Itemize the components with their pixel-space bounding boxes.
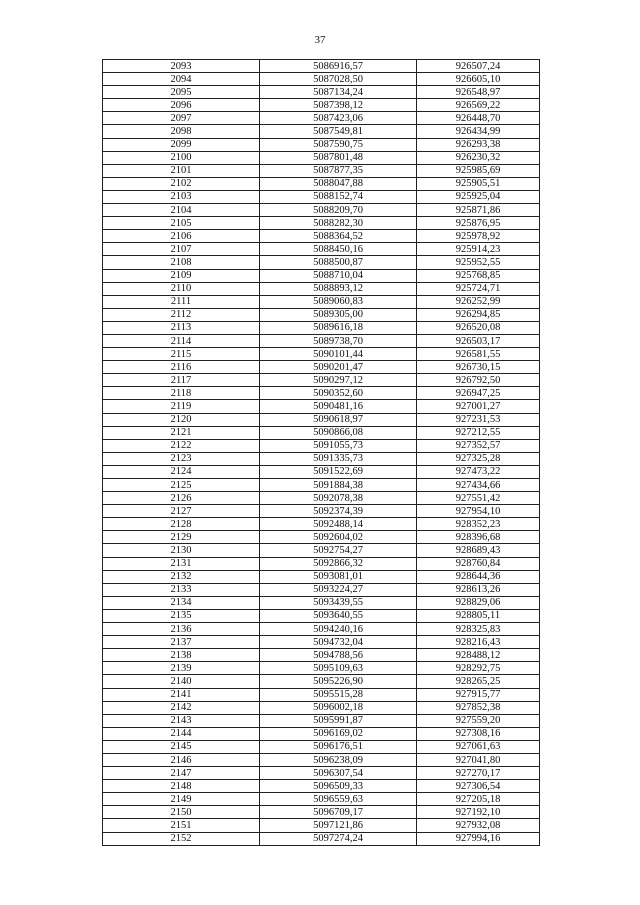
x-coordinate-cell: 5088450,16 [260, 243, 417, 256]
y-coordinate-cell: 928265,25 [417, 675, 540, 688]
table-row [103, 780, 540, 793]
point-number-cell: 2146 [103, 753, 260, 766]
point-number-cell: 2095 [103, 86, 260, 99]
point-number-cell: 2142 [103, 701, 260, 714]
point-number-cell: 2101 [103, 164, 260, 177]
point-number-cell: 2144 [103, 727, 260, 740]
point-number-cell: 2110 [103, 282, 260, 295]
point-number-cell: 2121 [103, 426, 260, 439]
point-number-cell: 2102 [103, 177, 260, 190]
table-row [103, 793, 540, 806]
x-coordinate-cell: 5088364,52 [260, 230, 417, 243]
y-coordinate-cell: 926605,10 [417, 73, 540, 86]
point-number-cell: 2151 [103, 819, 260, 832]
table-row [103, 649, 540, 662]
y-coordinate-cell: 927325,28 [417, 452, 540, 465]
x-coordinate-cell: 5089616,18 [260, 321, 417, 334]
x-coordinate-cell: 5088209,70 [260, 204, 417, 217]
y-coordinate-cell: 927954,10 [417, 505, 540, 518]
y-coordinate-cell: 926548,97 [417, 86, 540, 99]
point-number-cell: 2093 [103, 60, 260, 73]
table-row [103, 387, 540, 400]
point-number-cell: 2105 [103, 217, 260, 230]
y-coordinate-cell: 928644,36 [417, 570, 540, 583]
point-number-cell: 2098 [103, 125, 260, 138]
x-coordinate-cell: 5092374,39 [260, 505, 417, 518]
point-number-cell: 2129 [103, 531, 260, 544]
table-row [103, 727, 540, 740]
table-row [103, 623, 540, 636]
coordinates-table [102, 59, 540, 846]
table-row [103, 361, 540, 374]
table-row [103, 138, 540, 151]
point-number-cell: 2106 [103, 230, 260, 243]
table-row [103, 439, 540, 452]
y-coordinate-cell: 927192,10 [417, 806, 540, 819]
y-coordinate-cell: 926947,25 [417, 387, 540, 400]
point-number-cell: 2122 [103, 439, 260, 452]
y-coordinate-cell: 926520,08 [417, 321, 540, 334]
y-coordinate-cell: 927041,80 [417, 753, 540, 766]
y-coordinate-cell: 928488,12 [417, 649, 540, 662]
x-coordinate-cell: 5087590,75 [260, 138, 417, 151]
y-coordinate-cell: 926294,85 [417, 308, 540, 321]
x-coordinate-cell: 5090352,60 [260, 387, 417, 400]
point-number-cell: 2123 [103, 452, 260, 465]
y-coordinate-cell: 928396,68 [417, 531, 540, 544]
x-coordinate-cell: 5096509,33 [260, 780, 417, 793]
x-coordinate-cell: 5092604,02 [260, 531, 417, 544]
table-row [103, 204, 540, 217]
x-coordinate-cell: 5093439,55 [260, 596, 417, 609]
point-number-cell: 2125 [103, 479, 260, 492]
table-row [103, 334, 540, 347]
point-number-cell: 2143 [103, 714, 260, 727]
x-coordinate-cell: 5092754,27 [260, 544, 417, 557]
y-coordinate-cell: 927308,16 [417, 727, 540, 740]
y-coordinate-cell: 927352,57 [417, 439, 540, 452]
y-coordinate-cell: 926252,99 [417, 295, 540, 308]
point-number-cell: 2109 [103, 269, 260, 282]
point-number-cell: 2094 [103, 73, 260, 86]
page-number: 37 [314, 34, 326, 46]
point-number-cell: 2150 [103, 806, 260, 819]
y-coordinate-cell: 928292,75 [417, 662, 540, 675]
point-number-cell: 2145 [103, 740, 260, 753]
y-coordinate-cell: 928613,26 [417, 583, 540, 596]
x-coordinate-cell: 5093640,55 [260, 609, 417, 622]
table-row [103, 308, 540, 321]
table-row [103, 374, 540, 387]
y-coordinate-cell: 926581,55 [417, 348, 540, 361]
x-coordinate-cell: 5090618,97 [260, 413, 417, 426]
x-coordinate-cell: 5088500,87 [260, 256, 417, 269]
table-row [103, 662, 540, 675]
table-row [103, 701, 540, 714]
point-number-cell: 2097 [103, 112, 260, 125]
table-row [103, 243, 540, 256]
x-coordinate-cell: 5090481,16 [260, 400, 417, 413]
y-coordinate-cell: 926293,38 [417, 138, 540, 151]
point-number-cell: 2132 [103, 570, 260, 583]
y-coordinate-cell: 926230,32 [417, 151, 540, 164]
table-row [103, 321, 540, 334]
table-row [103, 60, 540, 73]
table-row [103, 544, 540, 557]
point-number-cell: 2136 [103, 623, 260, 636]
point-number-cell: 2118 [103, 387, 260, 400]
table-row [103, 583, 540, 596]
y-coordinate-cell: 925876,95 [417, 217, 540, 230]
y-coordinate-cell: 927994,16 [417, 832, 540, 845]
point-number-cell: 2113 [103, 321, 260, 334]
point-number-cell: 2149 [103, 793, 260, 806]
point-number-cell: 2139 [103, 662, 260, 675]
x-coordinate-cell: 5095991,87 [260, 714, 417, 727]
point-number-cell: 2112 [103, 308, 260, 321]
table-row [103, 767, 540, 780]
table-row [103, 832, 540, 845]
table-row [103, 112, 540, 125]
x-coordinate-cell: 5096169,02 [260, 727, 417, 740]
table-row [103, 151, 540, 164]
point-number-cell: 2099 [103, 138, 260, 151]
x-coordinate-cell: 5094788,56 [260, 649, 417, 662]
table-row [103, 492, 540, 505]
y-coordinate-cell: 927915,77 [417, 688, 540, 701]
table-row [103, 557, 540, 570]
point-number-cell: 2130 [103, 544, 260, 557]
y-coordinate-cell: 927852,38 [417, 701, 540, 714]
table-row [103, 164, 540, 177]
point-number-cell: 2147 [103, 767, 260, 780]
table-row [103, 596, 540, 609]
table-row [103, 452, 540, 465]
x-coordinate-cell: 5096238,09 [260, 753, 417, 766]
x-coordinate-cell: 5093081,01 [260, 570, 417, 583]
table-row [103, 636, 540, 649]
y-coordinate-cell: 927559,20 [417, 714, 540, 727]
table-row [103, 348, 540, 361]
x-coordinate-cell: 5087423,06 [260, 112, 417, 125]
y-coordinate-cell: 927231,53 [417, 413, 540, 426]
y-coordinate-cell: 928829,06 [417, 596, 540, 609]
y-coordinate-cell: 926507,24 [417, 60, 540, 73]
y-coordinate-cell: 928325,83 [417, 623, 540, 636]
x-coordinate-cell: 5096002,18 [260, 701, 417, 714]
coordinates-table-body [103, 60, 540, 846]
x-coordinate-cell: 5097274,24 [260, 832, 417, 845]
y-coordinate-cell: 928352,23 [417, 518, 540, 531]
x-coordinate-cell: 5089060,83 [260, 295, 417, 308]
table-row [103, 256, 540, 269]
point-number-cell: 2134 [103, 596, 260, 609]
table-row [103, 73, 540, 86]
x-coordinate-cell: 5091055,73 [260, 439, 417, 452]
x-coordinate-cell: 5089305,00 [260, 308, 417, 321]
y-coordinate-cell: 927061,63 [417, 740, 540, 753]
y-coordinate-cell: 926792,50 [417, 374, 540, 387]
x-coordinate-cell: 5087877,35 [260, 164, 417, 177]
x-coordinate-cell: 5091335,73 [260, 452, 417, 465]
y-coordinate-cell: 925925,04 [417, 190, 540, 203]
point-number-cell: 2131 [103, 557, 260, 570]
x-coordinate-cell: 5087028,50 [260, 73, 417, 86]
x-coordinate-cell: 5095515,28 [260, 688, 417, 701]
table-row [103, 413, 540, 426]
x-coordinate-cell: 5094732,04 [260, 636, 417, 649]
table-row [103, 190, 540, 203]
y-coordinate-cell: 926503,17 [417, 334, 540, 347]
y-coordinate-cell: 926569,22 [417, 99, 540, 112]
x-coordinate-cell: 5090101,44 [260, 348, 417, 361]
x-coordinate-cell: 5090866,08 [260, 426, 417, 439]
table-row [103, 99, 540, 112]
y-coordinate-cell: 926448,70 [417, 112, 540, 125]
y-coordinate-cell: 927434,66 [417, 479, 540, 492]
x-coordinate-cell: 5087801,48 [260, 151, 417, 164]
y-coordinate-cell: 927001,27 [417, 400, 540, 413]
table-row [103, 609, 540, 622]
x-coordinate-cell: 5087134,24 [260, 86, 417, 99]
x-coordinate-cell: 5096307,54 [260, 767, 417, 780]
y-coordinate-cell: 928805,11 [417, 609, 540, 622]
x-coordinate-cell: 5095226,90 [260, 675, 417, 688]
table-row [103, 531, 540, 544]
point-number-cell: 2148 [103, 780, 260, 793]
y-coordinate-cell: 925871,86 [417, 204, 540, 217]
y-coordinate-cell: 925914,23 [417, 243, 540, 256]
table-row [103, 819, 540, 832]
point-number-cell: 2103 [103, 190, 260, 203]
point-number-cell: 2152 [103, 832, 260, 845]
table-row [103, 426, 540, 439]
y-coordinate-cell: 925985,69 [417, 164, 540, 177]
y-coordinate-cell: 925978,92 [417, 230, 540, 243]
point-number-cell: 2104 [103, 204, 260, 217]
point-number-cell: 2135 [103, 609, 260, 622]
x-coordinate-cell: 5096559,63 [260, 793, 417, 806]
point-number-cell: 2107 [103, 243, 260, 256]
table-row [103, 86, 540, 99]
table-row [103, 269, 540, 282]
x-coordinate-cell: 5096709,17 [260, 806, 417, 819]
y-coordinate-cell: 928216,43 [417, 636, 540, 649]
table-row [103, 688, 540, 701]
x-coordinate-cell: 5086916,57 [260, 60, 417, 73]
point-number-cell: 2116 [103, 361, 260, 374]
table-row [103, 675, 540, 688]
y-coordinate-cell: 925905,51 [417, 177, 540, 190]
y-coordinate-cell: 925952,55 [417, 256, 540, 269]
y-coordinate-cell: 927212,55 [417, 426, 540, 439]
y-coordinate-cell: 925724,71 [417, 282, 540, 295]
y-coordinate-cell: 925768,85 [417, 269, 540, 282]
y-coordinate-cell: 928689,43 [417, 544, 540, 557]
point-number-cell: 2126 [103, 492, 260, 505]
x-coordinate-cell: 5088710,04 [260, 269, 417, 282]
point-number-cell: 2115 [103, 348, 260, 361]
point-number-cell: 2108 [103, 256, 260, 269]
y-coordinate-cell: 927270,17 [417, 767, 540, 780]
x-coordinate-cell: 5088282,30 [260, 217, 417, 230]
point-number-cell: 2120 [103, 413, 260, 426]
y-coordinate-cell: 927306,54 [417, 780, 540, 793]
point-number-cell: 2114 [103, 334, 260, 347]
x-coordinate-cell: 5088047,88 [260, 177, 417, 190]
x-coordinate-cell: 5093224,27 [260, 583, 417, 596]
y-coordinate-cell: 927205,18 [417, 793, 540, 806]
table-row [103, 570, 540, 583]
point-number-cell: 2119 [103, 400, 260, 413]
table-row [103, 125, 540, 138]
table-row [103, 753, 540, 766]
x-coordinate-cell: 5090297,12 [260, 374, 417, 387]
x-coordinate-cell: 5089738,70 [260, 334, 417, 347]
x-coordinate-cell: 5091522,69 [260, 465, 417, 478]
x-coordinate-cell: 5092488,14 [260, 518, 417, 531]
x-coordinate-cell: 5094240,16 [260, 623, 417, 636]
point-number-cell: 2128 [103, 518, 260, 531]
x-coordinate-cell: 5087398,12 [260, 99, 417, 112]
table-row [103, 518, 540, 531]
table-row [103, 740, 540, 753]
x-coordinate-cell: 5092078,38 [260, 492, 417, 505]
point-number-cell: 2141 [103, 688, 260, 701]
x-coordinate-cell: 5088152,74 [260, 190, 417, 203]
y-coordinate-cell: 926730,15 [417, 361, 540, 374]
y-coordinate-cell: 927551,42 [417, 492, 540, 505]
x-coordinate-cell: 5088893,12 [260, 282, 417, 295]
y-coordinate-cell: 927932,08 [417, 819, 540, 832]
x-coordinate-cell: 5097121,86 [260, 819, 417, 832]
x-coordinate-cell: 5095109,63 [260, 662, 417, 675]
y-coordinate-cell: 927473,22 [417, 465, 540, 478]
table-row [103, 479, 540, 492]
point-number-cell: 2100 [103, 151, 260, 164]
point-number-cell: 2137 [103, 636, 260, 649]
table-row [103, 400, 540, 413]
table-row [103, 282, 540, 295]
x-coordinate-cell: 5087549,81 [260, 125, 417, 138]
point-number-cell: 2096 [103, 99, 260, 112]
table-row [103, 714, 540, 727]
table-row [103, 177, 540, 190]
table-row [103, 505, 540, 518]
x-coordinate-cell: 5090201,47 [260, 361, 417, 374]
table-row [103, 806, 540, 819]
table-row [103, 465, 540, 478]
x-coordinate-cell: 5091884,38 [260, 479, 417, 492]
point-number-cell: 2140 [103, 675, 260, 688]
x-coordinate-cell: 5096176,51 [260, 740, 417, 753]
table-row [103, 295, 540, 308]
point-number-cell: 2133 [103, 583, 260, 596]
point-number-cell: 2124 [103, 465, 260, 478]
point-number-cell: 2117 [103, 374, 260, 387]
table-row [103, 217, 540, 230]
table-row [103, 230, 540, 243]
y-coordinate-cell: 928760,84 [417, 557, 540, 570]
y-coordinate-cell: 926434,99 [417, 125, 540, 138]
point-number-cell: 2138 [103, 649, 260, 662]
point-number-cell: 2127 [103, 505, 260, 518]
x-coordinate-cell: 5092866,32 [260, 557, 417, 570]
point-number-cell: 2111 [103, 295, 260, 308]
